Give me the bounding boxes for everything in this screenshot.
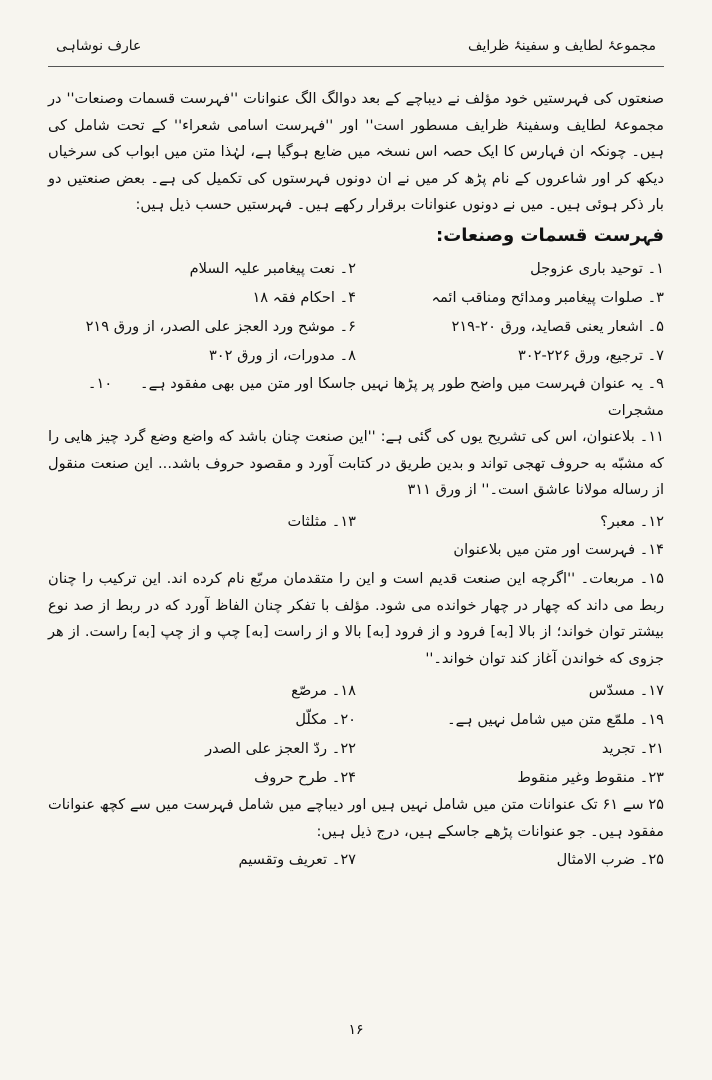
list-item: ۱۳۔ مثلثات [287,513,356,531]
list-item: ۲۵۔ ضرب الامثال [556,850,664,868]
list-item: ۲۱۔ تجرید [601,739,664,757]
list-item: ۳۔ صلوات پیغامبر ومدائح ومناقب ائمہ [431,289,664,307]
page-number: ۱۶ [348,1022,364,1038]
list-row [48,676,664,705]
list-row [48,255,664,284]
list-item-25-note: ۲۵ سے ۶۱ تک عنوانات متن میں شامل نہیں ہیں اور دیباچے میں شامل فہرست میں سے کچھ عنوانات مفقود ہیں۔ جو عنوانات پڑھے جاسکے ہیں، درج ذیل ہیں: [48,796,664,840]
list-item: ۲۷۔ تعریف وتقسیم [238,850,356,868]
list-item-19: ۱۹۔ ملمّع متن میں شامل نہیں ہے۔ [447,710,664,728]
list-row [48,763,664,792]
header-book-title: مجموعۂ لطایف و سفینۂ ظرایف [468,38,656,54]
list-item-11: ۱۱۔ بلاعنوان، اس کی تشریح یوں کی گئی ہے: ''این صنعت چنان باشد که واضع وضع گرد چیز هایی را که مشبّه به حروف تهجی تواند و بدین طریق در کتابت آورد و مقصود حروف باشد... این صنعت منقول از رساله مولانا عاشق است۔'' از ورق ۳۱۱ [48,428,664,499]
running-header [56,38,656,64]
list-item: ۴۔ احکام فقہ ۱۸ [252,289,356,307]
list-item: ۵۔ اشعار یعنی قصاید، ورق ۲۰-۲۱۹ [451,318,664,336]
header-author: عارف نوشاہی [56,38,142,54]
list-item-9 [48,371,664,424]
list-row [48,342,664,371]
list-row [48,284,664,313]
list-item: ۱۸۔ مرصّع [291,681,356,699]
list-item: ۲۳۔ منقوط وغیر منقوط [517,768,664,786]
list-item: ۱۔ توحید باری عزوجل [530,260,664,278]
list-row [48,846,664,875]
item10-text: ۱۰۔ مشجرات [87,374,664,419]
header-rule [48,66,664,67]
list-item: ۸۔ مدورات، از ورق ۳۰۲ [208,347,356,365]
list-row [48,734,664,763]
page-body [48,86,664,875]
list-row [48,508,664,537]
list-item: ۲۴۔ طرح حروف [254,768,356,786]
list-item: ۲۲۔ ردّ العجز علی الصدر [205,739,356,757]
list-item-14: ۱۴۔ فہرست اور متن میں بلاعنوان [453,540,664,558]
list-item-15: ۱۵۔ مربعات۔ ''اگرچه این صنعت قدیم است و این را متقدمان مربّع نام کرده اند. این ترکیب را چنان ربط می داند که چهار در چهار خوانده می شود. مؤلف با تفکر چنان الفاظ آورد که در ربط از صد نوع بیشتر توان خواند؛ از بالا [به] فرود و از فرود [به] بالا و از راست [به] چپ و از چپ [به] راست. از هر جزوی که خواندن آغاز کند توان خواند۔'' [48,569,664,667]
list-item: ۱۷۔ مسدّس [588,681,664,699]
list-heading: فہرست قسمات وصنعات: [436,224,664,246]
list-row [48,313,664,342]
list-item: ۲۔ نعت پیغامبر علیہ السلام [189,260,356,278]
list-item-20: ۲۰۔ مکلّل [295,710,356,728]
intro-paragraph: صنعتوں کی فہرستیں خود مؤلف نے دیباچے کے بعد دوالگ الگ عنوانات ''فہرست قسمات وصنعات'' در مجموعۂ لطایف وسفینۂ ظرایف مسطور است'' اور ''فہرست اسامی شعراء'' کے تحت شامل کی ہیں۔ چونکہ ان فہارس کا ایک حصہ اس نسخہ میں ضایع ہوگیا ہے، لہٰذا متن میں ابواب کی سرخیاں دیکھ کر اور شاعروں کے نام پڑھ کر میں نے ان دونوں فہرستوں کی تکمیل کی ہے۔ بعض صنعتیں دو بار ذکر ہوئی ہیں۔ میں نے دونوں عنوانات برقرار رکھے ہیں۔ فہرستیں حسب ذیل ہیں: [48,90,664,214]
list-row [48,705,664,734]
list-item: ۶۔ موشح ورد العجز علی الصدر، از ورق ۲۱۹ [85,318,356,336]
list-item: ۷۔ ترجیع، ورق ۲۲۶-۳۰۲ [517,347,664,365]
list-item: ۱۲۔ معبر؟ [600,513,664,531]
item9-text: ۹۔ یہ عنوان فہرست میں واضح طور پر پڑھا نہیں جاسکا اور متن میں بھی مفقود ہے۔ [140,374,664,392]
